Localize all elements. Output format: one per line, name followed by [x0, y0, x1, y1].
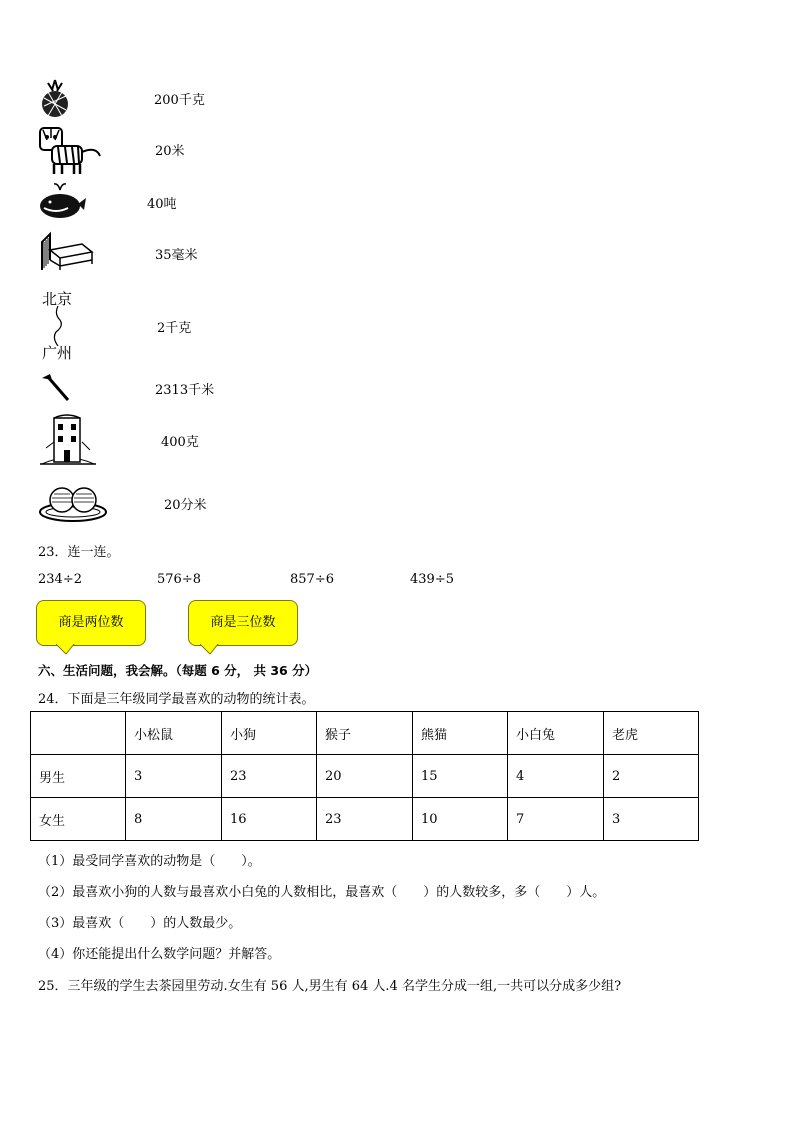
q24-title: 24．下面是三年级同学最喜欢的动物的统计表。 [38, 692, 315, 707]
unit-label-4: 35毫米 [155, 248, 198, 263]
unit-label-2: 20米 [155, 144, 185, 159]
table-header-cell: 小白兔 [508, 712, 604, 755]
q25-text: 25．三年级的学生去茶园里劳动.女生有 56 人,男生有 64 人.4 名学生分成一组,一共可以分成多少组? [38, 979, 622, 994]
unit-label-5: 2千克 [157, 321, 192, 336]
q24-sub1: （1）最受同学喜欢的动物是（ ）。 [38, 854, 261, 869]
unit-label-7: 400克 [161, 435, 199, 450]
table-cell: 15 [413, 755, 508, 798]
table-header-cell: 小松鼠 [126, 712, 222, 755]
q24-sub2: （2）最喜欢小狗的人数与最喜欢小白兔的人数相比，最喜欢（ ）的人数较多，多（ ）人。 [38, 885, 606, 900]
animal-stats-table [30, 711, 699, 841]
bed-icon [38, 230, 96, 272]
q24-sub4: （4）你还能提出什么数学问题？并解答。 [38, 947, 281, 962]
q23-title: 23．连一连。 [38, 545, 120, 560]
table-header-cell: 猴子 [317, 712, 413, 755]
table-cell: 8 [126, 798, 222, 841]
table-row [31, 755, 699, 798]
table-header-cell: 老虎 [604, 712, 699, 755]
place-bottom-label: 广州 [42, 344, 73, 362]
table-cell: 3 [604, 798, 699, 841]
route-map-icon [42, 288, 82, 360]
unit-label-8: 20分米 [164, 498, 207, 513]
table-cell: 23 [317, 798, 413, 841]
table-cell: 16 [222, 798, 317, 841]
apple-plate-icon [38, 482, 108, 522]
quotient-three-digit-bubble: 商是三位数 [188, 600, 298, 646]
tiger-icon [38, 126, 104, 176]
table-cell: 3 [126, 755, 222, 798]
place-top-label: 北京 [42, 290, 73, 308]
table-cell: 10 [413, 798, 508, 841]
quotient-two-digit-bubble: 商是两位数 [36, 600, 146, 646]
section-6-title: 六、生活问题，我会解。（每题 6 分， 共 36 分） [38, 663, 318, 678]
table-header-cell [31, 712, 126, 755]
expression-1: 234÷2 [38, 572, 82, 587]
unit-label-6: 2313千米 [155, 383, 215, 398]
expression-2: 576÷8 [157, 572, 201, 587]
table-cell: 4 [508, 755, 604, 798]
table-cell: 男生 [31, 755, 126, 798]
table-cell: 女生 [31, 798, 126, 841]
building-icon [38, 412, 98, 466]
bubble-tail-2 [200, 644, 220, 656]
table-cell: 7 [508, 798, 604, 841]
expression-4: 439÷5 [410, 572, 454, 587]
table-cell: 23 [222, 755, 317, 798]
table-cell: 2 [604, 755, 699, 798]
unit-label-1: 200千克 [154, 93, 205, 108]
table-row [31, 798, 699, 841]
nail-icon [40, 372, 72, 404]
table-cell: 20 [317, 755, 413, 798]
table-header-cell: 熊猫 [413, 712, 508, 755]
pineapple-icon [38, 78, 72, 118]
whale-icon [38, 180, 88, 222]
table-header-cell: 小狗 [222, 712, 317, 755]
expression-3: 857÷6 [290, 572, 334, 587]
bubble-tail-1 [56, 644, 76, 656]
table-header-row [31, 712, 699, 755]
unit-label-3: 40吨 [147, 197, 177, 212]
q24-sub3: （3）最喜欢（ ）的人数最少。 [38, 916, 242, 931]
